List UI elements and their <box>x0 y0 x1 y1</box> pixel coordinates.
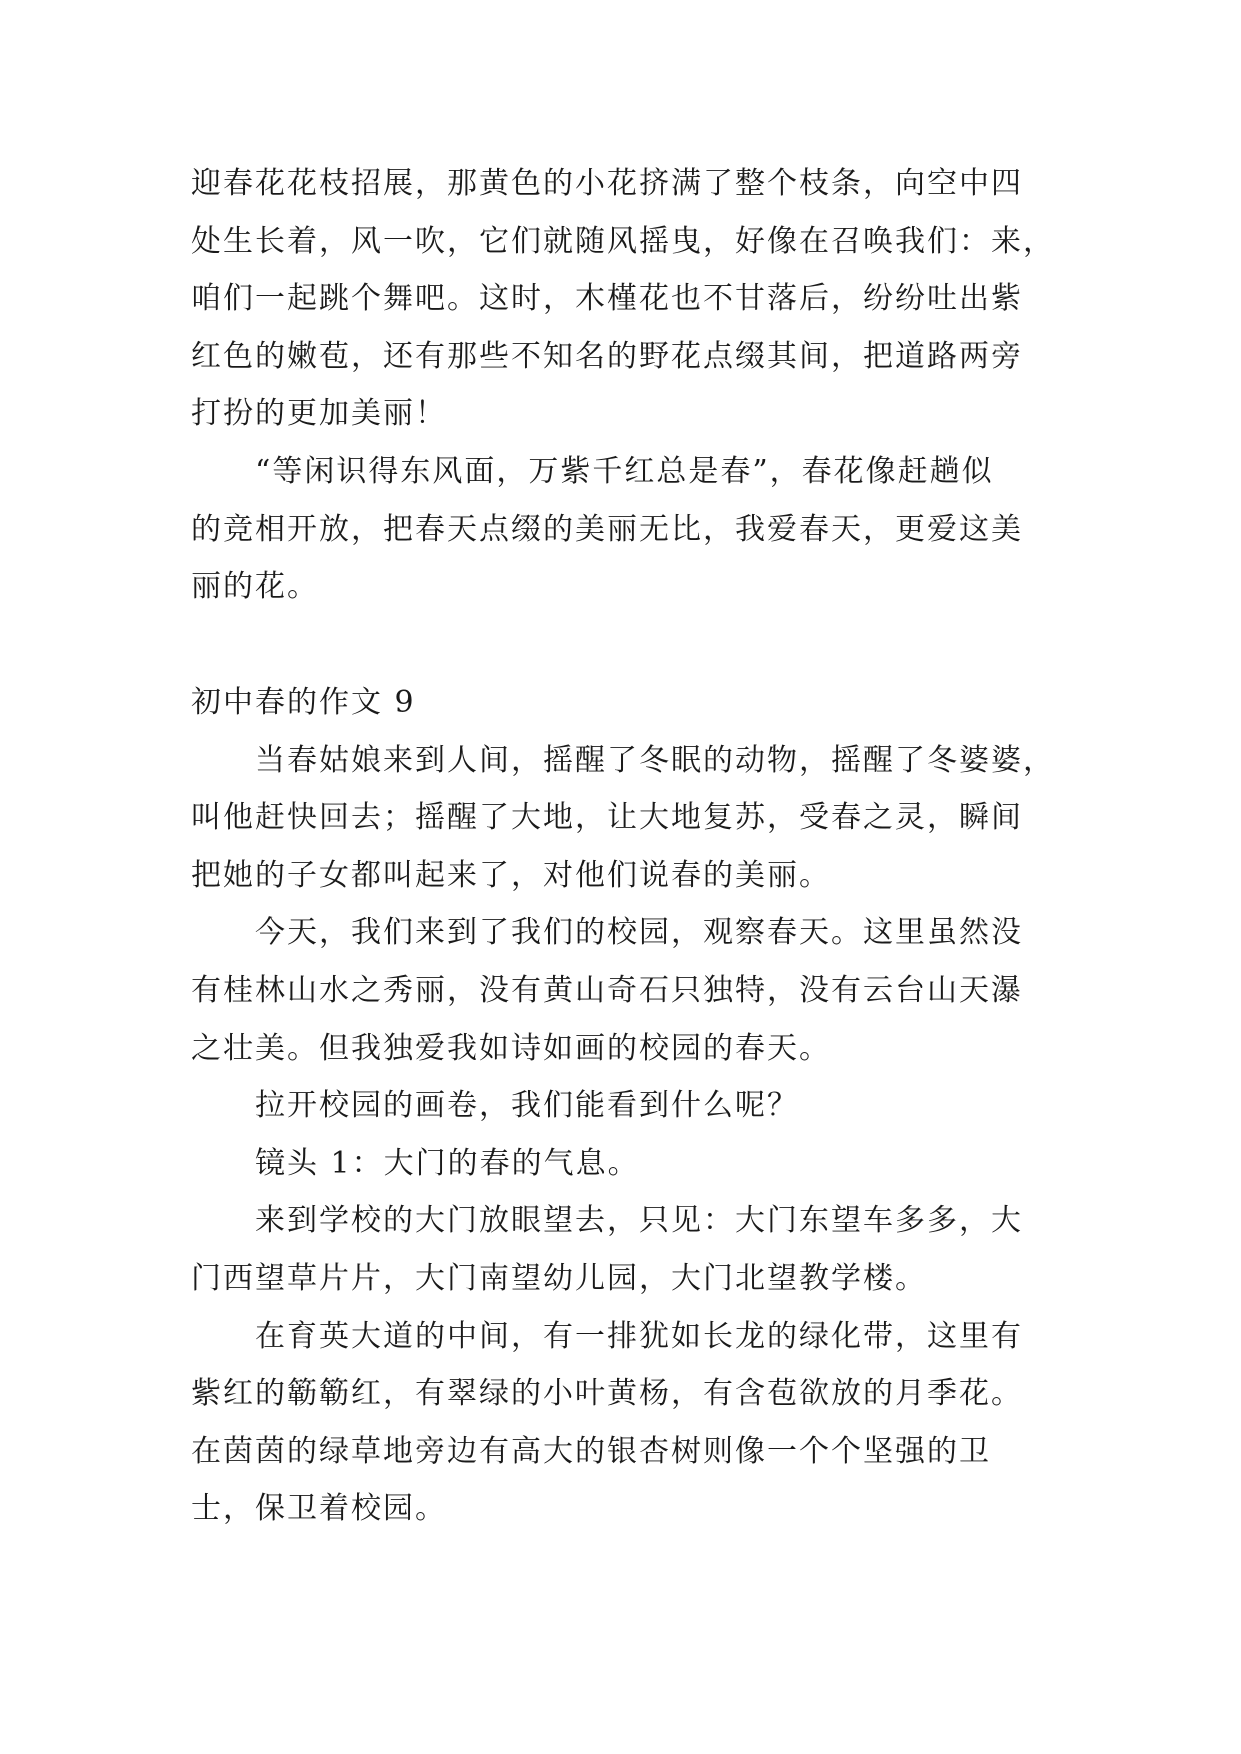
paragraph-line: 处生长着，风一吹，它们就随风摇曳，好像在召唤我们：来， <box>191 224 1055 259</box>
paragraph-line: 叫他赶快回去；摇醒了大地，让大地复苏，受春之灵，瞬间 <box>191 800 1023 835</box>
paragraph-line: 士，保卫着校园。 <box>191 1491 447 1526</box>
paragraph-line: 迎春花花枝招展，那黄色的小花挤满了整个枝条，向空中四 <box>191 166 1023 201</box>
paragraph-line: 红色的嫩苞，还有那些不知名的野花点缀其间，把道路两旁 <box>191 339 1023 374</box>
paragraph-line: 打扮的更加美丽！ <box>191 396 447 431</box>
paragraph-line: 咱们一起跳个舞吧。这时，木槿花也不甘落后，纷纷吐出紫 <box>191 281 1023 316</box>
paragraph-line: 在茵茵的绿草地旁边有高大的银杏树则像一个个坚强的卫 <box>191 1434 991 1469</box>
paragraph-line: 的竞相开放，把春天点缀的美丽无比，我爱春天，更爱这美 <box>191 512 1023 547</box>
paragraph-line: 在育英大道的中间，有一排犹如长龙的绿化带，这里有 <box>255 1319 1023 1354</box>
paragraph-line: 紫红的簕簕红，有翠绿的小叶黄杨，有含苞欲放的月季花。 <box>191 1376 1023 1411</box>
paragraph-line: 之壮美。但我独爱我如诗如画的校园的春天。 <box>191 1031 831 1066</box>
paragraph-line: 今天，我们来到了我们的校园，观察春天。这里虽然没 <box>255 915 1023 950</box>
paragraph-line: “等闲识得东风面，万紫千红总是春”，春花像赶趟似 <box>255 454 994 489</box>
paragraph-line: 门西望草片片，大门南望幼儿园，大门北望教学楼。 <box>191 1261 927 1296</box>
paragraph-line: 拉开校园的画卷，我们能看到什么呢？ <box>255 1088 799 1123</box>
paragraph-line: 有桂林山水之秀丽，没有黄山奇石只独特，没有云台山天瀑 <box>191 973 1023 1008</box>
paragraph-line: 镜头 1：大门的春的气息。 <box>255 1146 640 1181</box>
paragraph-line: 当春姑娘来到人间，摇醒了冬眠的动物，摇醒了冬婆婆， <box>255 743 1055 778</box>
section-heading: 初中春的作文 9 <box>191 685 416 720</box>
paragraph-line: 丽的花。 <box>191 569 319 604</box>
paragraph-line: 来到学校的大门放眼望去，只见：大门东望车多多，大 <box>255 1203 1023 1238</box>
paragraph-line: 把她的子女都叫起来了，对他们说春的美丽。 <box>191 858 831 893</box>
